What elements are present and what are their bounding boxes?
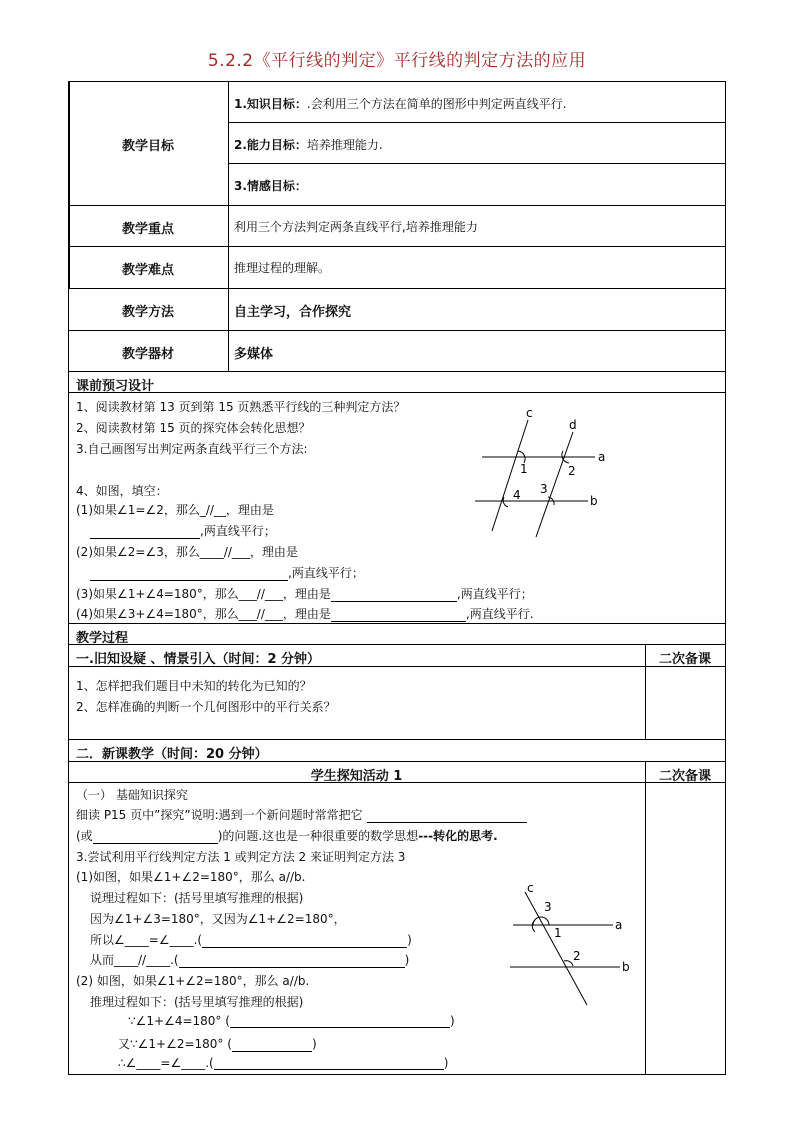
difficulties-label: 教学难点 [121, 263, 174, 278]
second-notes-label: 二次备课 [658, 769, 711, 784]
objective-ability: 2.能力目标：培养推理能力. [234, 138, 383, 152]
activity-title: 学生探知活动 1 [310, 769, 403, 784]
blank[interactable] [331, 588, 457, 602]
preview-line: (3)如果∠1+∠4=180°，那么___//___，理由是 ,两直线平行； [76, 587, 533, 601]
blank[interactable] [90, 567, 288, 581]
label-c: c [526, 406, 533, 420]
preview-line: ,两直线平行； [90, 522, 276, 539]
key-points-label: 教学重点 [121, 222, 174, 237]
row-divider [68, 330, 726, 331]
angle-3-label: 3 [540, 482, 548, 496]
question-line: 2、怎样准确的判断一个几何图形中的平行关系？ [76, 700, 336, 714]
activity-line: 细读 P15 页中”探究”说明:遇到一个新问题时常常把它 [76, 806, 527, 823]
preview-line: 1、阅读教材第 13 页到第 15 页熟悉平行线的三种判定方法？ [76, 400, 406, 414]
section2-title: 二．新课教学（时间：20 分钟） [76, 747, 268, 762]
preview-line: (1)如果∠1=∠2，那么_//__，理由是 [76, 503, 274, 517]
activity-line: 所以∠____=∠____.( ) [90, 933, 412, 947]
activity-line: ∴∠____=∠____.( ) [118, 1056, 449, 1070]
equipment-text: 多媒体 [234, 347, 274, 362]
row-divider [68, 392, 726, 393]
column-divider [645, 761, 646, 1074]
activity-line: (2) 如图，如果∠1+∠2=180°，那么 a//b. [76, 974, 310, 988]
activity-line: ∵∠1+∠4=180° ( ) [128, 1014, 455, 1028]
key-points-text: 利用三个方法判定两条直线平行,培养推理能力 [234, 220, 478, 234]
preview-line: ,两直线平行； [90, 564, 364, 581]
preview-header: 课前预习设计 [76, 379, 155, 394]
row-divider [68, 644, 726, 645]
row-divider [68, 623, 726, 624]
section1-title: 一.旧知设疑 、情景引入（时间：2 分钟） [76, 652, 321, 667]
process-header: 教学过程 [76, 631, 129, 646]
table-border [68, 371, 69, 623]
blank[interactable] [93, 830, 218, 844]
activity-line: (或 )的问题.这也是一种很重要的数学思想---转化的思考. [76, 829, 498, 843]
row-divider [68, 205, 726, 206]
preview-line: 2、阅读教材第 15 页的探究体会转化思想？ [76, 421, 311, 435]
angle-3-label: 3 [544, 900, 552, 914]
objective-emotion: 3.情感目标： [234, 179, 307, 193]
angle-2-label: 2 [573, 949, 581, 963]
angle-1-label: 1 [520, 462, 528, 476]
table-border [68, 1074, 726, 1075]
label-a: a [615, 918, 623, 932]
table-border [725, 81, 726, 371]
label-c: c [527, 881, 534, 895]
blank[interactable] [331, 608, 466, 622]
page-title: 5.2.2《平行线的判定》平行线的判定方法的应用 [207, 51, 587, 71]
blank[interactable] [202, 934, 407, 948]
preview-line: (2)如果∠2=∠3，那么____//___，理由是 [76, 545, 298, 559]
angle-2-label: 2 [568, 464, 576, 478]
row-divider [68, 246, 726, 247]
activity-line: (1)如图，如果∠1+∠2=180°，那么 a//b. [76, 870, 306, 884]
transversal-figure [505, 880, 635, 1010]
preview-line: 3.自己画图写出判定两条直线平行三个方法: [76, 442, 308, 456]
row-divider [228, 163, 726, 164]
row-divider [68, 371, 726, 372]
blank[interactable] [367, 809, 527, 823]
label-a: a [598, 450, 606, 464]
activity-line: （一） 基础知识探究 [76, 788, 188, 802]
label-b: b [622, 960, 630, 974]
difficulties-text: 推理过程的理解。 [234, 261, 331, 275]
table-border [68, 623, 69, 1074]
table-border [68, 81, 70, 288]
preview-line: 4、如图，填空： [76, 484, 168, 498]
label-b: b [590, 494, 598, 508]
activity-line: 因为∠1+∠3=180°，又因为∠1+∠2=180°， [90, 912, 346, 926]
objectives-label: 教学目标 [121, 139, 174, 154]
row-divider [68, 739, 726, 740]
table-border [725, 371, 726, 623]
blank[interactable] [90, 525, 200, 539]
label-d: d [569, 418, 577, 432]
blank[interactable] [232, 1038, 312, 1052]
table-border [725, 623, 726, 1074]
activity-line: 推理过程如下：(括号里填写推理的根据) [90, 995, 304, 1009]
methods-text: 自主学习，合作探究 [234, 305, 352, 320]
activity-line: 3.尝试利用平行线判定方法 1 或判定方法 2 来证明判定方法 3 [76, 850, 406, 864]
blank[interactable] [214, 1056, 444, 1070]
angle-4-label: 4 [513, 488, 521, 502]
table-border [68, 81, 726, 82]
equipment-label: 教学器材 [121, 347, 174, 362]
question-line: 1、怎样把我们题目中未知的转化为已知的？ [76, 679, 312, 693]
row-divider [228, 122, 726, 123]
column-divider [228, 81, 229, 371]
activity-line: 从而____//____.( ) [90, 953, 410, 967]
activity-line: 说理过程如下：(括号里填写推理的根据) [90, 891, 304, 905]
methods-label: 教学方法 [121, 305, 174, 320]
blank[interactable] [230, 1014, 450, 1028]
second-notes-label: 二次备课 [658, 652, 711, 667]
angle-1-label: 1 [554, 926, 562, 940]
row-divider [68, 288, 726, 289]
objective-knowledge: 1.知识目标：.会利用三个方法在简单的图形中判定两直线平行. [234, 97, 567, 111]
parallel-lines-figure [470, 405, 620, 540]
preview-line: (4)如果∠3+∠4=180°，那么___//___，理由是 ,两直线平行. [76, 607, 534, 621]
blank[interactable] [179, 954, 405, 968]
activity-line: 又∵∠1+∠2=180° ( ) [118, 1037, 317, 1051]
